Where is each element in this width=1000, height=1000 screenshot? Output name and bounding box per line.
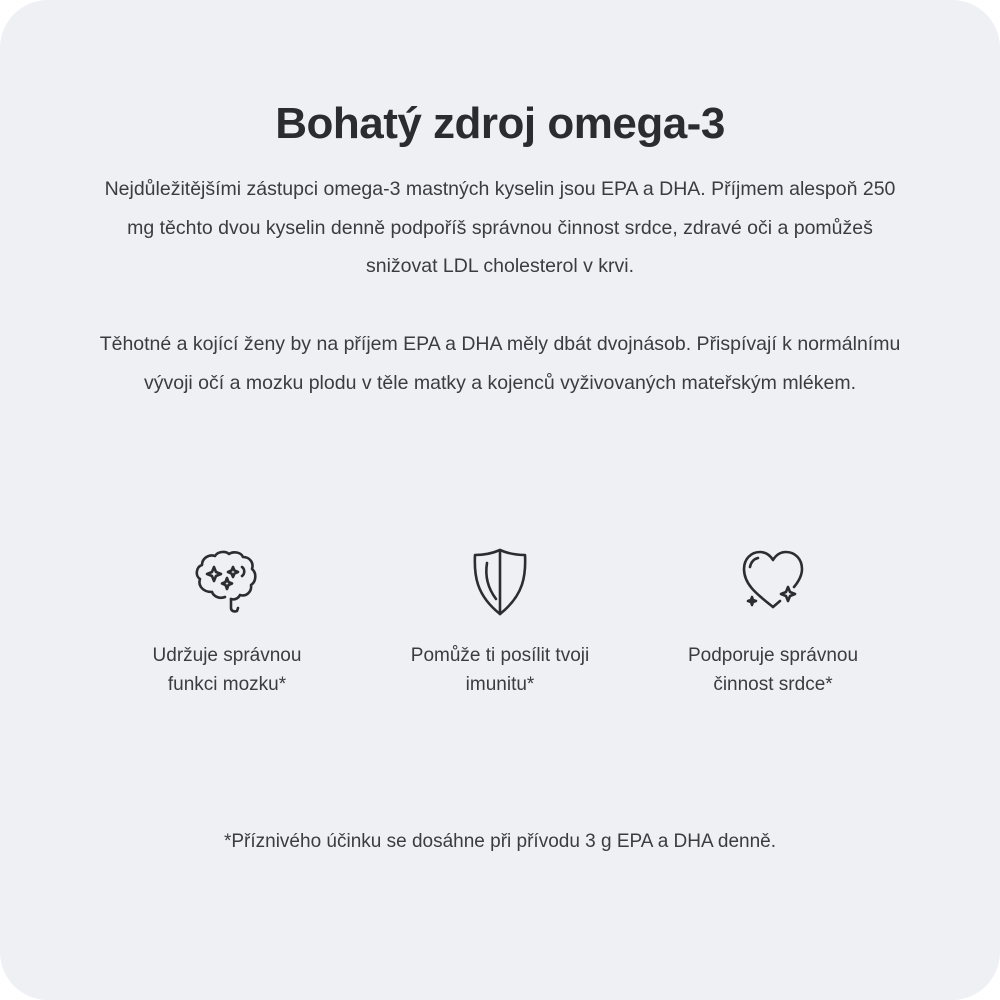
intro-paragraph: Nejdůležitějšími zástupci omega-3 mastných kyselin jsou EPA a DHA. Příjmem alespoň 250 mg těchto dvou kyselin denně podpoříš správnou činnost srdce, zdravé oči a pomůžeš snižovat LDL cholesterol v krvi. [104, 178, 896, 277]
feature-brain [107, 545, 347, 699]
feature-list [0, 545, 1000, 745]
pregnancy-paragraph: Těhotné a kojící ženy by na příjem EPA a DHA měly dbát dvojnásob. Přispívají k normálnímu vývoji očí a mozku plodu v těle matky a kojenců vyživovaných mateřským mlékem. [99, 333, 901, 394]
feature-label: Pomůže ti posílit tvoji imunitu* [410, 645, 590, 695]
shield-icon [463, 545, 537, 619]
footnote: *Příznivého účinku se dosáhne při přívodu 3 g EPA a DHA denně. [223, 831, 777, 852]
feature-heart [653, 545, 893, 699]
feature-shield [380, 545, 620, 699]
heart-sparkle-icon [736, 545, 810, 619]
brain-sparkle-icon [190, 545, 264, 619]
feature-label: Udržuje správnou funkci mozku* [152, 645, 302, 695]
page-title: Bohatý zdroj omega-3 [275, 99, 725, 148]
feature-label: Podporuje správnou činnost srdce* [687, 645, 859, 695]
